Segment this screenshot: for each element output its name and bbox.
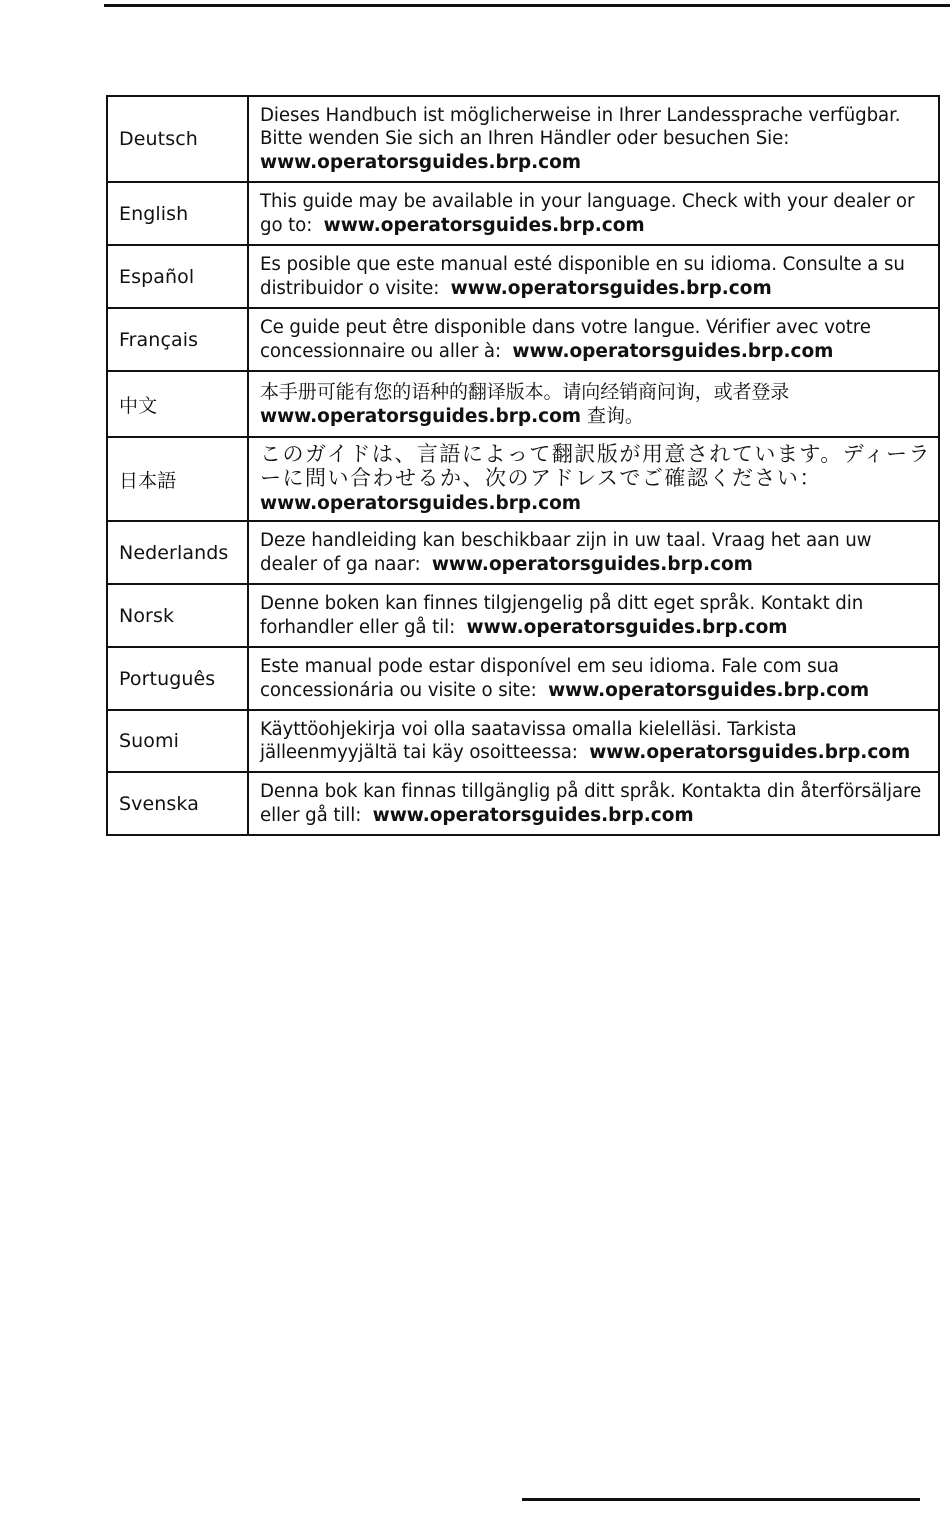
language-name: Français — [107, 308, 248, 371]
language-note — [248, 437, 939, 521]
language-name: Português — [107, 647, 248, 710]
language-note — [248, 96, 939, 182]
bottom-rule — [522, 1498, 920, 1501]
operators-guide-link[interactable]: www.operatorsguides.brp.com — [323, 214, 645, 236]
language-note — [248, 647, 939, 710]
note-text: Deze handleiding kan beschikbaar zijn in uw taal. Vraag het aan uw dealer of ga naar: — [260, 530, 872, 575]
language-name: Svenska — [107, 772, 248, 835]
operators-guide-link[interactable]: www.operatorsguides.brp.com — [589, 742, 911, 763]
language-note — [248, 772, 939, 835]
note-text: Dieses Handbuch ist möglicherweise in Ihrer Landessprache verfügbar. Bitte wenden Sie sich an Ihren Händler oder besuchen Sie: — [260, 104, 901, 150]
note-text: Denna bok kan finnas tillgänglig på ditt språk. Kontakta din återförsäljare eller gå till: — [260, 781, 922, 826]
table-row-nederlands — [107, 521, 939, 584]
table-row-chinese — [107, 371, 939, 437]
language-name: Suomi — [107, 710, 248, 772]
note-text: 本手册可能有您的语种的翻译版本。请向经销商问询，或者登录 — [260, 380, 790, 403]
language-name: Deutsch — [107, 96, 248, 182]
table-row-suomi — [107, 710, 939, 772]
table-row-espanol — [107, 245, 939, 308]
language-name: Español — [107, 245, 248, 308]
language-note — [248, 584, 939, 647]
language-name: Norsk — [107, 584, 248, 647]
note-text: Denne boken kan finnes tilgjengelig på ditt eget språk. Kontakt din forhandler eller gå til: — [260, 593, 864, 638]
note-text: Es posible que este manual esté disponible en su idioma. Consulte a su distribuidor o visite: — [260, 254, 905, 299]
table-row-deutsch — [107, 96, 939, 182]
table-row-portugues — [107, 647, 939, 710]
note-text: This guide may be available in your language. Check with your dealer or go to: — [260, 191, 915, 236]
note-text: Este manual pode estar disponível em seu idioma. Fale com sua concessionária ou visite o site: — [260, 656, 839, 701]
table-row-japanese — [107, 437, 939, 521]
operators-guide-link[interactable]: www.operatorsguides.brp.com — [260, 405, 582, 427]
language-name: 日本語 — [107, 437, 248, 521]
note-text: Käyttöohjekirja voi olla saatavissa omalla kielelläsi. Tarkista jälleenmyyjältä tai käy osoitteessa: — [260, 718, 797, 763]
table-row-norsk — [107, 584, 939, 647]
language-note — [248, 308, 939, 371]
note-text: Ce guide peut être disponible dans votre langue. Vérifier avec votre concessionnaire ou aller à: — [260, 317, 871, 362]
language-name: English — [107, 182, 248, 245]
operators-guide-link[interactable]: www.operatorsguides.brp.com — [548, 679, 870, 701]
operators-guide-link[interactable]: www.operatorsguides.brp.com — [512, 340, 834, 362]
language-note — [248, 521, 939, 584]
language-name: 中文 — [107, 371, 248, 437]
note-suffix: 查询。 — [581, 404, 644, 427]
table-row-francais — [107, 308, 939, 371]
operators-guide-link[interactable]: www.operatorsguides.brp.com — [450, 277, 772, 299]
note-text: このガイドは、言語によって翻訳版が用意されています。ディーラーに問い合わせるか、次のアドレスでご確認ください： — [260, 442, 932, 490]
language-note — [248, 182, 939, 245]
table-row-svenska — [107, 772, 939, 835]
table-row-english — [107, 182, 939, 245]
operators-guide-link[interactable]: www.operatorsguides.brp.com — [260, 151, 582, 173]
operators-guide-link[interactable]: www.operatorsguides.brp.com — [372, 804, 694, 826]
operators-guide-link[interactable]: www.operatorsguides.brp.com — [466, 616, 788, 638]
language-name: Nederlands — [107, 521, 248, 584]
operators-guide-link[interactable]: www.operatorsguides.brp.com — [260, 493, 582, 514]
language-note — [248, 710, 939, 772]
language-availability-table — [106, 95, 940, 836]
top-rule — [104, 4, 950, 7]
language-note — [248, 245, 939, 308]
language-note — [248, 371, 939, 437]
operators-guide-link[interactable]: www.operatorsguides.brp.com — [431, 553, 753, 575]
